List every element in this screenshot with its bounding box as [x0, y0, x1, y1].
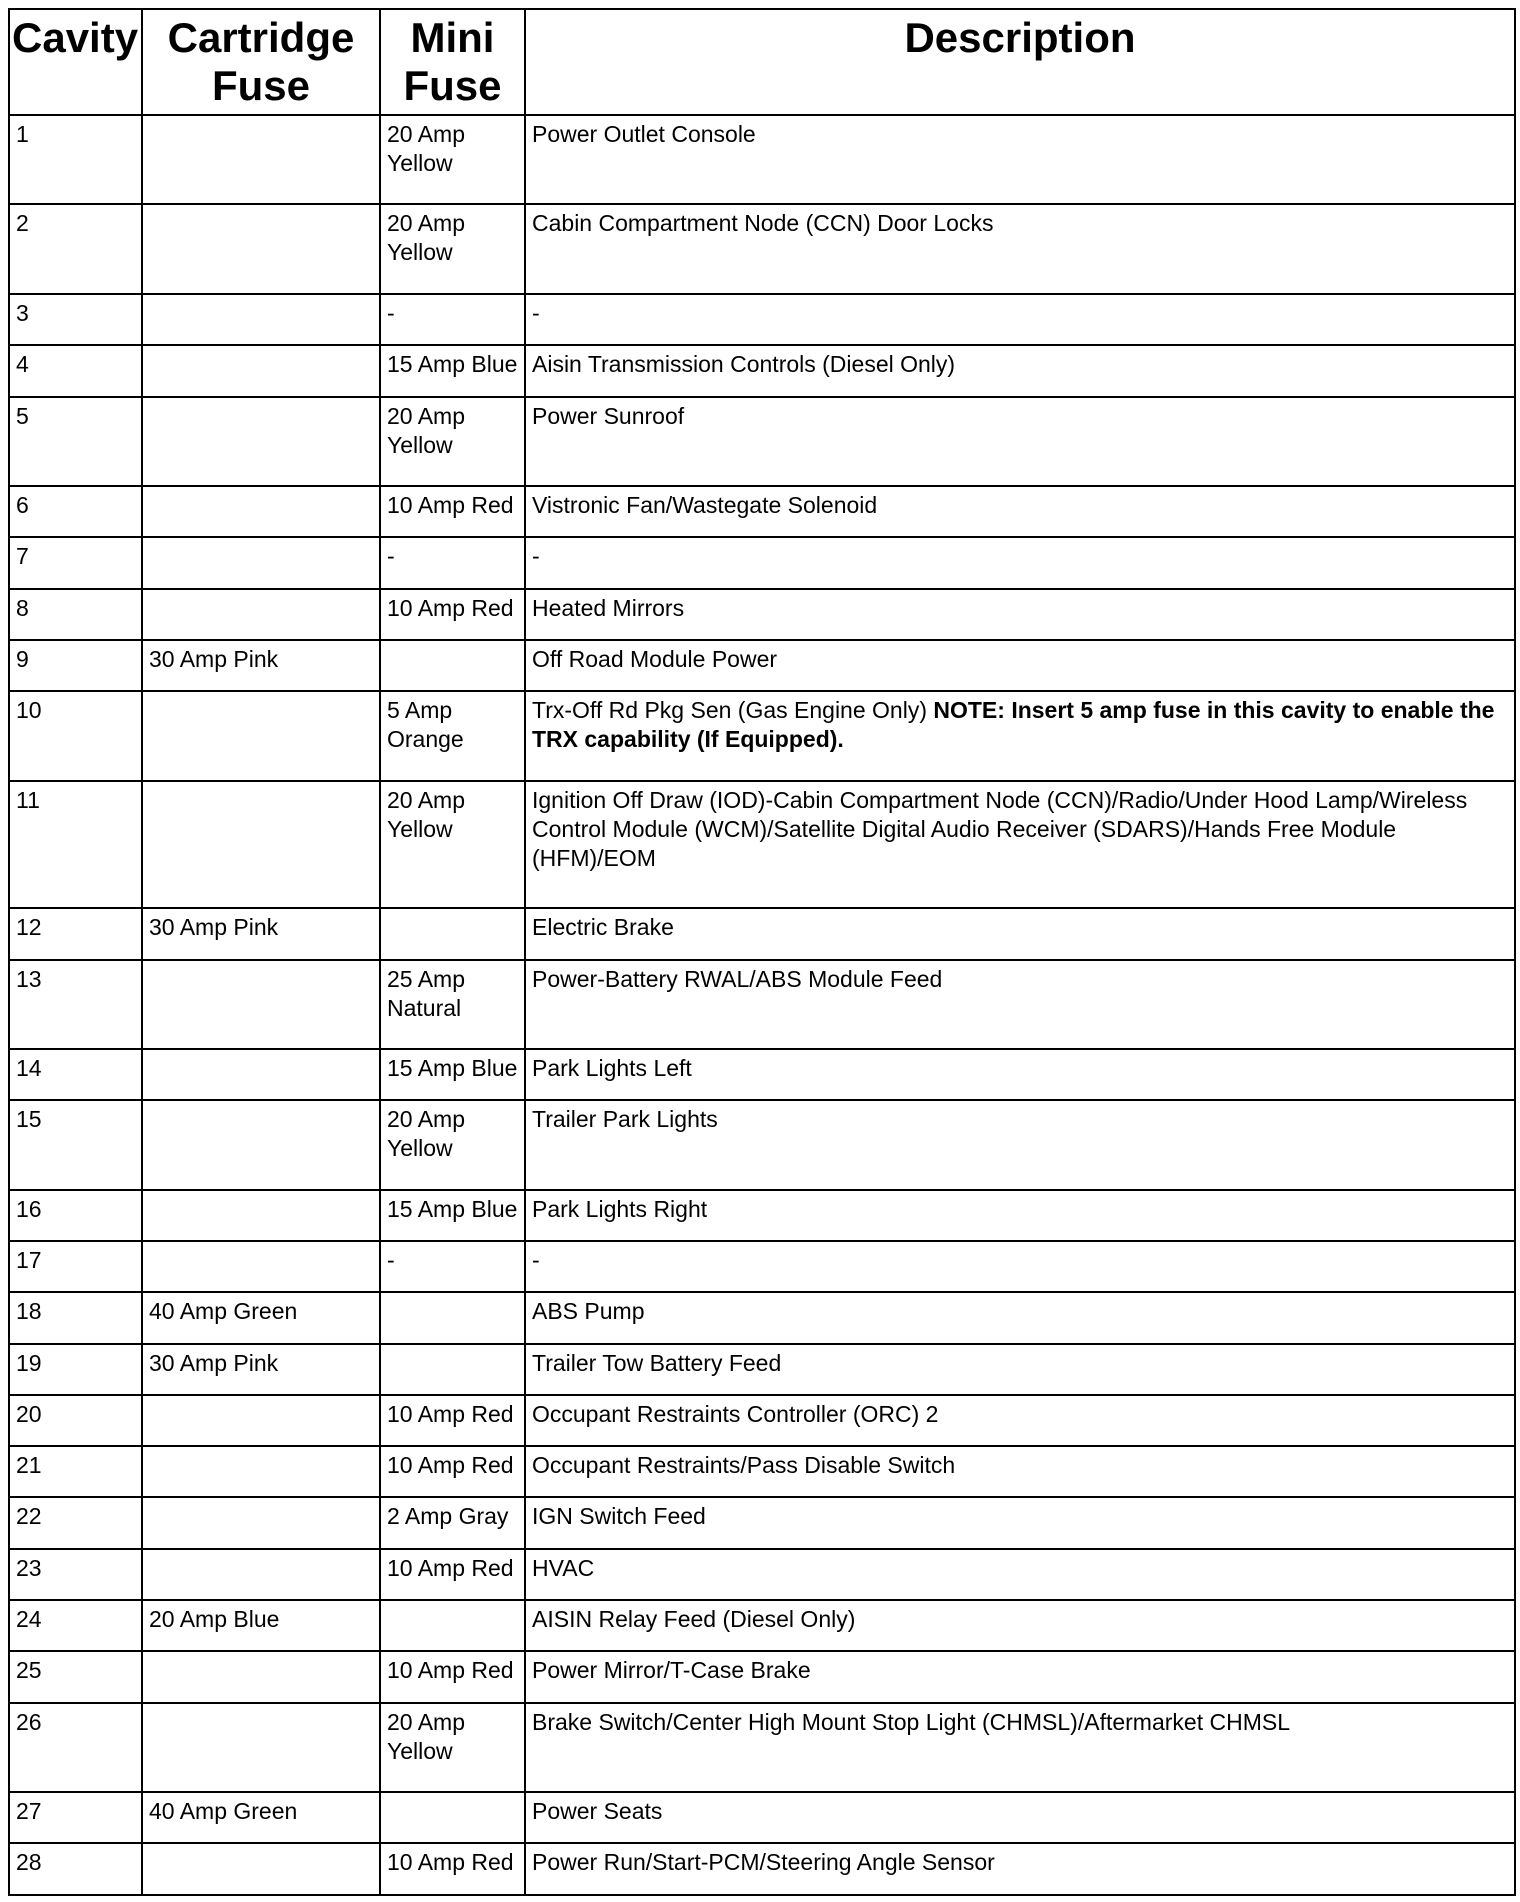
header-description: Description [525, 9, 1515, 115]
cell-description [525, 1446, 1515, 1497]
cell-cavity: 10 [9, 691, 142, 780]
cell-description [525, 537, 1515, 588]
cell-cartridge-fuse [142, 1703, 380, 1792]
cell-mini-fuse: 10 Amp Red [380, 1549, 525, 1600]
cell-mini-fuse [380, 1600, 525, 1651]
cell-mini-fuse: 15 Amp Blue [380, 1049, 525, 1100]
table-row [9, 1703, 1515, 1792]
cell-description [525, 960, 1515, 1049]
description-text: Power Seats [532, 1798, 663, 1825]
table-row [9, 486, 1515, 537]
cell-cavity: 7 [9, 537, 142, 588]
description-text: Occupant Restraints/Pass Disable Switch [532, 1452, 956, 1479]
cell-cartridge-fuse [142, 486, 380, 537]
description-text: Power Sunroof [532, 402, 685, 429]
description-text: Off Road Module Power [532, 645, 778, 672]
cell-cavity: 12 [9, 908, 142, 959]
cell-mini-fuse: 2 Amp Gray [380, 1497, 525, 1548]
cell-description [525, 1100, 1515, 1189]
cell-cartridge-fuse [142, 1549, 380, 1600]
description-text: IGN Switch Feed [532, 1503, 706, 1530]
table-row [9, 1651, 1515, 1702]
description-text: Park Lights Left [532, 1054, 692, 1081]
cell-cavity: 18 [9, 1292, 142, 1343]
table-row [9, 1549, 1515, 1600]
cell-cartridge-fuse: 40 Amp Green [142, 1292, 380, 1343]
cell-cartridge-fuse [142, 294, 380, 345]
cell-cartridge-fuse: 30 Amp Pink [142, 908, 380, 959]
description-text: HVAC [532, 1554, 595, 1581]
description-text: Trailer Tow Battery Feed [532, 1349, 782, 1376]
cell-cartridge-fuse [142, 537, 380, 588]
cell-description [525, 345, 1515, 396]
cell-mini-fuse: 25 Amp Natural [380, 960, 525, 1049]
cell-cavity: 25 [9, 1651, 142, 1702]
cell-cavity: 9 [9, 640, 142, 691]
cell-cartridge-fuse: 40 Amp Green [142, 1792, 380, 1843]
table-row [9, 1344, 1515, 1395]
description-text: Power Outlet Console [532, 121, 756, 147]
table-row [9, 1100, 1515, 1189]
description-text: Cabin Compartment Node (CCN) Door Locks [532, 210, 994, 237]
cell-mini-fuse: 10 Amp Red [380, 1446, 525, 1497]
cell-cartridge-fuse [142, 1651, 380, 1702]
fuse-table-body [9, 115, 1515, 1895]
cell-mini-fuse [380, 1344, 525, 1395]
cell-cartridge-fuse [142, 589, 380, 640]
table-row [9, 1241, 1515, 1292]
description-text: Power Mirror/T-Case Brake [532, 1657, 811, 1684]
cell-cartridge-fuse [142, 1190, 380, 1241]
description-text: Trx-Off Rd Pkg Sen (Gas Engine Only) [532, 697, 934, 724]
table-row [9, 1600, 1515, 1651]
cell-description [525, 640, 1515, 691]
cell-description [525, 1241, 1515, 1292]
cell-cartridge-fuse [142, 204, 380, 293]
table-row [9, 204, 1515, 293]
cell-cavity: 14 [9, 1049, 142, 1100]
cell-cartridge-fuse [142, 1446, 380, 1497]
cell-description [525, 1190, 1515, 1241]
cell-cavity: 13 [9, 960, 142, 1049]
cell-description [525, 486, 1515, 537]
cell-description [525, 1703, 1515, 1792]
description-text: - [532, 543, 540, 570]
cell-mini-fuse: 5 Amp Orange [380, 691, 525, 780]
table-row [9, 1395, 1515, 1446]
cell-mini-fuse [380, 640, 525, 691]
cell-cavity: 4 [9, 345, 142, 396]
table-row [9, 1792, 1515, 1843]
cell-mini-fuse: 10 Amp Red [380, 1651, 525, 1702]
cell-cavity: 22 [9, 1497, 142, 1548]
table-row [9, 397, 1515, 486]
description-text: Trailer Park Lights [532, 1106, 718, 1133]
cell-description [525, 781, 1515, 909]
cell-cavity: 3 [9, 294, 142, 345]
description-text: ABS Pump [532, 1298, 645, 1325]
cell-description [525, 589, 1515, 640]
cell-cavity: 11 [9, 781, 142, 909]
cell-cartridge-fuse [142, 345, 380, 396]
description-text: Electric Brake [532, 914, 674, 941]
cell-cavity: 15 [9, 1100, 142, 1189]
cell-mini-fuse: - [380, 1241, 525, 1292]
cell-cartridge-fuse [142, 1395, 380, 1446]
cell-cartridge-fuse [142, 1497, 380, 1548]
table-row [9, 1446, 1515, 1497]
cell-cavity: 23 [9, 1549, 142, 1600]
cell-cartridge-fuse [142, 397, 380, 486]
table-row [9, 1190, 1515, 1241]
description-text: Vistronic Fan/Wastegate Solenoid [532, 491, 878, 518]
cell-description [525, 1651, 1515, 1702]
table-row [9, 345, 1515, 396]
description-text: AISIN Relay Feed (Diesel Only) [532, 1606, 856, 1633]
cell-cartridge-fuse [142, 1241, 380, 1292]
description-text: Heated Mirrors [532, 594, 685, 621]
cell-mini-fuse: 20 Amp Yellow [380, 204, 525, 293]
cell-mini-fuse: 10 Amp Red [380, 1395, 525, 1446]
cell-mini-fuse: - [380, 294, 525, 345]
cell-mini-fuse: 20 Amp Yellow [380, 1100, 525, 1189]
cell-mini-fuse: 15 Amp Blue [380, 345, 525, 396]
cell-cavity: 19 [9, 1344, 142, 1395]
cell-cartridge-fuse: 30 Amp Pink [142, 1344, 380, 1395]
cell-cavity: 20 [9, 1395, 142, 1446]
cell-mini-fuse [380, 908, 525, 959]
description-text: Brake Switch/Center High Mount Stop Light (CHMSL)/Aftermarket CHMSL [532, 1708, 1290, 1735]
description-text: Power-Battery RWAL/ABS Module Feed [532, 965, 943, 992]
cell-mini-fuse: 20 Amp Yellow [380, 1703, 525, 1792]
cell-mini-fuse: - [380, 537, 525, 588]
cell-cavity: 26 [9, 1703, 142, 1792]
cell-cavity: 24 [9, 1600, 142, 1651]
cell-mini-fuse: 10 Amp Red [380, 589, 525, 640]
cell-mini-fuse: 20 Amp Yellow [380, 397, 525, 486]
cell-cartridge-fuse [142, 781, 380, 909]
cell-cartridge-fuse [142, 960, 380, 1049]
cell-mini-fuse [380, 1292, 525, 1343]
table-row [9, 640, 1515, 691]
description-note: NOTE: Insert 5 amp fuse in this cavity to enable the TRX capability (If Equipped). [532, 697, 1495, 753]
cell-mini-fuse: 20 Amp Yellow [380, 781, 525, 909]
table-row [9, 691, 1515, 780]
cell-description [525, 1497, 1515, 1548]
cell-description [525, 1792, 1515, 1843]
table-row [9, 1049, 1515, 1100]
cell-description [525, 294, 1515, 345]
cell-cavity: 2 [9, 204, 142, 293]
description-text: Aisin Transmission Controls (Diesel Only) [532, 351, 956, 378]
cell-description [525, 204, 1515, 293]
header-mini-fuse: Mini Fuse [380, 9, 525, 115]
table-row [9, 537, 1515, 588]
cell-cartridge-fuse: 20 Amp Blue [142, 1600, 380, 1651]
table-row [9, 1497, 1515, 1548]
table-row [9, 1292, 1515, 1343]
cell-cavity: 28 [9, 1843, 142, 1895]
cell-cavity: 5 [9, 397, 142, 486]
cell-description [525, 115, 1515, 204]
description-text: - [532, 299, 540, 326]
description-text: Power Run/Start-PCM/Steering Angle Sensor [532, 1849, 995, 1876]
cell-cavity: 17 [9, 1241, 142, 1292]
cell-description [525, 691, 1515, 780]
cell-cartridge-fuse [142, 115, 380, 204]
cell-mini-fuse: 15 Amp Blue [380, 1190, 525, 1241]
header-cavity: Cavity [9, 9, 142, 115]
cell-cavity: 21 [9, 1446, 142, 1497]
fuse-table [8, 8, 1516, 1896]
cell-description [525, 1600, 1515, 1651]
header-row [9, 9, 1515, 115]
table-row [9, 908, 1515, 959]
table-row [9, 781, 1515, 909]
cell-description [525, 1395, 1515, 1446]
cell-cavity: 1 [9, 115, 142, 204]
cell-description [525, 1292, 1515, 1343]
cell-description [525, 397, 1515, 486]
cell-cartridge-fuse [142, 1049, 380, 1100]
table-row [9, 1843, 1515, 1895]
cell-description [525, 1049, 1515, 1100]
table-row [9, 115, 1515, 204]
cell-description [525, 1549, 1515, 1600]
cell-cartridge-fuse: 30 Amp Pink [142, 640, 380, 691]
cell-cartridge-fuse [142, 1843, 380, 1895]
cell-description [525, 1344, 1515, 1395]
cell-cavity: 6 [9, 486, 142, 537]
cell-mini-fuse: 10 Amp Red [380, 486, 525, 537]
table-row [9, 960, 1515, 1049]
table-row [9, 294, 1515, 345]
cell-description [525, 908, 1515, 959]
cell-mini-fuse: 10 Amp Red [380, 1843, 525, 1895]
cell-cavity: 8 [9, 589, 142, 640]
header-cartridge-fuse: Cartridge Fuse [142, 9, 380, 115]
description-text: - [532, 1247, 540, 1273]
description-text: Park Lights Right [532, 1195, 708, 1222]
cell-mini-fuse [380, 1792, 525, 1843]
description-text: Ignition Off Draw (IOD)-Cabin Compartment Node (CCN)/Radio/Under Hood Lamp/Wireless Control Module (WCM)/Satellite Digital Audio Receiver (SDARS)/Hands Free Module (HFM)/EOM [532, 786, 1468, 871]
cell-cavity: 27 [9, 1792, 142, 1843]
description-text: Occupant Restraints Controller (ORC) 2 [532, 1400, 939, 1427]
cell-mini-fuse: 20 Amp Yellow [380, 115, 525, 204]
cell-description [525, 1843, 1515, 1895]
table-row [9, 589, 1515, 640]
cell-cavity: 16 [9, 1190, 142, 1241]
cell-cartridge-fuse [142, 1100, 380, 1189]
cell-cartridge-fuse [142, 691, 380, 780]
